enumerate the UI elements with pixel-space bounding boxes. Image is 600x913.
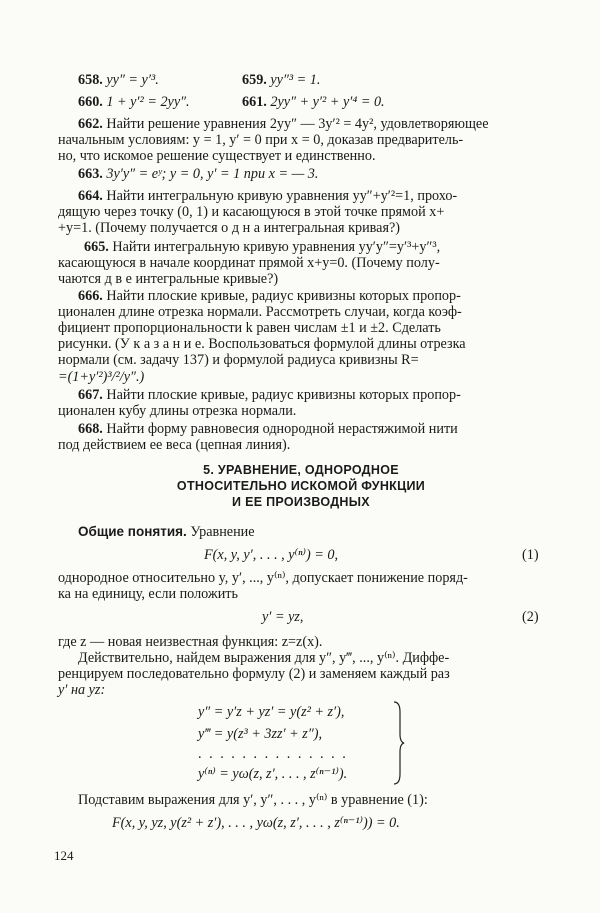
problem-668-line-2: под действием ее веса (цепная линия). [58,437,291,453]
problem-665-line-2: касающуюся в начале координат прямой x+y=0. (Почему полу- [58,255,440,271]
problem-667-line-2: ционален кубу длины отрезка нормали. [58,403,297,419]
section-heading-line-1: 5. УРАВНЕНИЕ, ОДНОРОДНОЕ [203,463,399,477]
substituted-equation: F(x, y, yz, y(z² + z′), . . . , yω(z, z′, . . . , z⁽ⁿ⁻¹⁾)) = 0. [112,815,400,831]
section-heading-line-3: И ЕЕ ПРОИЗВОДНЫХ [232,495,370,509]
problem-662-line-2: начальным условиям: y = 1, y′ = 0 при x = 0, доказав предваритель- [58,132,464,148]
problem-667-line-1: 667. Найти плоские кривые, радиус кривизны которых пропор- [78,387,461,403]
problem-662-line-3: но, что искомое решение существует и единственно. [58,148,376,164]
problem-668-line-1: 668. Найти форму равновесия однородной нерастяжимой нити [78,421,458,437]
equation-2-label: (2) [522,609,539,625]
problem-659: 659. yy″³ = 1. [242,72,321,88]
problem-666-line-6: =(1+y′²)³/²/y″.) [58,369,145,385]
problem-661: 661. 2yy″ + y′² + y′⁴ = 0. [242,94,385,110]
system-row-3: . . . . . . . . . . . . . . [198,746,348,762]
problem-666-line-4: рисунки. (У к а з а н и е. Воспользоваться формулой длины отрезка [58,336,466,352]
system-row-2: y‴ = y(z³ + 3zz′ + z″), [198,726,322,742]
problem-666-line-3: фициент пропорциональности k равен числам ±1 и ±2. Сделать [58,320,441,336]
subst-line: Подставим выражения для y′, y″, . . . , y⁽ⁿ⁾ в уравнение (1): [78,792,428,808]
system-row-1: y″ = y′z + yz′ = y(z² + z′), [198,704,345,720]
equation-2: y′ = yz, [262,609,304,625]
problem-658: 658. yy″ = y′³. [78,72,159,88]
right-brace [392,700,406,786]
equation-1-label: (1) [522,547,539,563]
after-eq1-line-2: ка на единицу, если положить [58,586,238,602]
section-heading-line-2: ОТНОСИТЕЛЬНО ИСКОМОЙ ФУНКЦИИ [176,479,426,493]
after-eq2-line-4: y′ на yz: [58,682,106,698]
page-number: 124 [54,848,74,863]
problem-665-line-3: чаются д в е интегральные кривые?) [58,271,279,287]
after-eq2-line-3: ренцируем последовательно формулу (2) и заменяем каждый раз [58,666,450,682]
after-eq2-line-2: Действительно, найдем выражения для y″, y‴, ..., y⁽ⁿ⁾. Диффе- [78,650,450,666]
intro-line: Общие понятия. Уравнение [78,524,255,540]
problem-660: 660. 1 + y′² = 2yy″. [78,94,190,110]
problem-664-line-1: 664. Найти интегральную кривую уравнения yy″+y′²=1, прохо- [78,188,458,204]
after-eq1-line-1: однородное относительно y, y′, ..., y⁽ⁿ⁾, допускает понижение поряд- [58,570,468,586]
problem-666-line-2: ционален длине отрезка нормали. Рассмотреть случаи, когда коэф- [58,304,462,320]
problem-664-line-2: дящую через точку (0, 1) и касающуюся в этой точке прямой x+ [58,204,445,220]
equation-1: F(x, y, y′, . . . , y⁽ⁿ⁾) = 0, [204,547,339,563]
problem-664-line-3: +y=1. (Почему получается о д н а интегральная кривая?) [58,220,401,236]
problem-662-line-1: 662. Найти решение уравнения 2yy″ — 3y′² = 4y², удовлетворяющее [78,116,489,132]
problem-663: 663. 3y′y″ = eʸ; y = 0, y′ = 1 при x = — 3. [78,166,319,182]
after-eq2-line-1: где z — новая неизвестная функция: z=z(x). [58,634,323,650]
problem-666-line-1: 666. Найти плоские кривые, радиус кривизны которых пропор- [78,288,461,304]
problem-665-line-1: 665. Найти интегральную кривую уравнения yy′y″=y′³+y″³, [84,239,441,255]
problem-666-line-5: нормали (см. задачу 137) и формулой радиуса кривизны R= [58,352,419,368]
system-row-4: y⁽ⁿ⁾ = yω(z, z′, . . . , z⁽ⁿ⁻¹⁾). [198,766,348,782]
